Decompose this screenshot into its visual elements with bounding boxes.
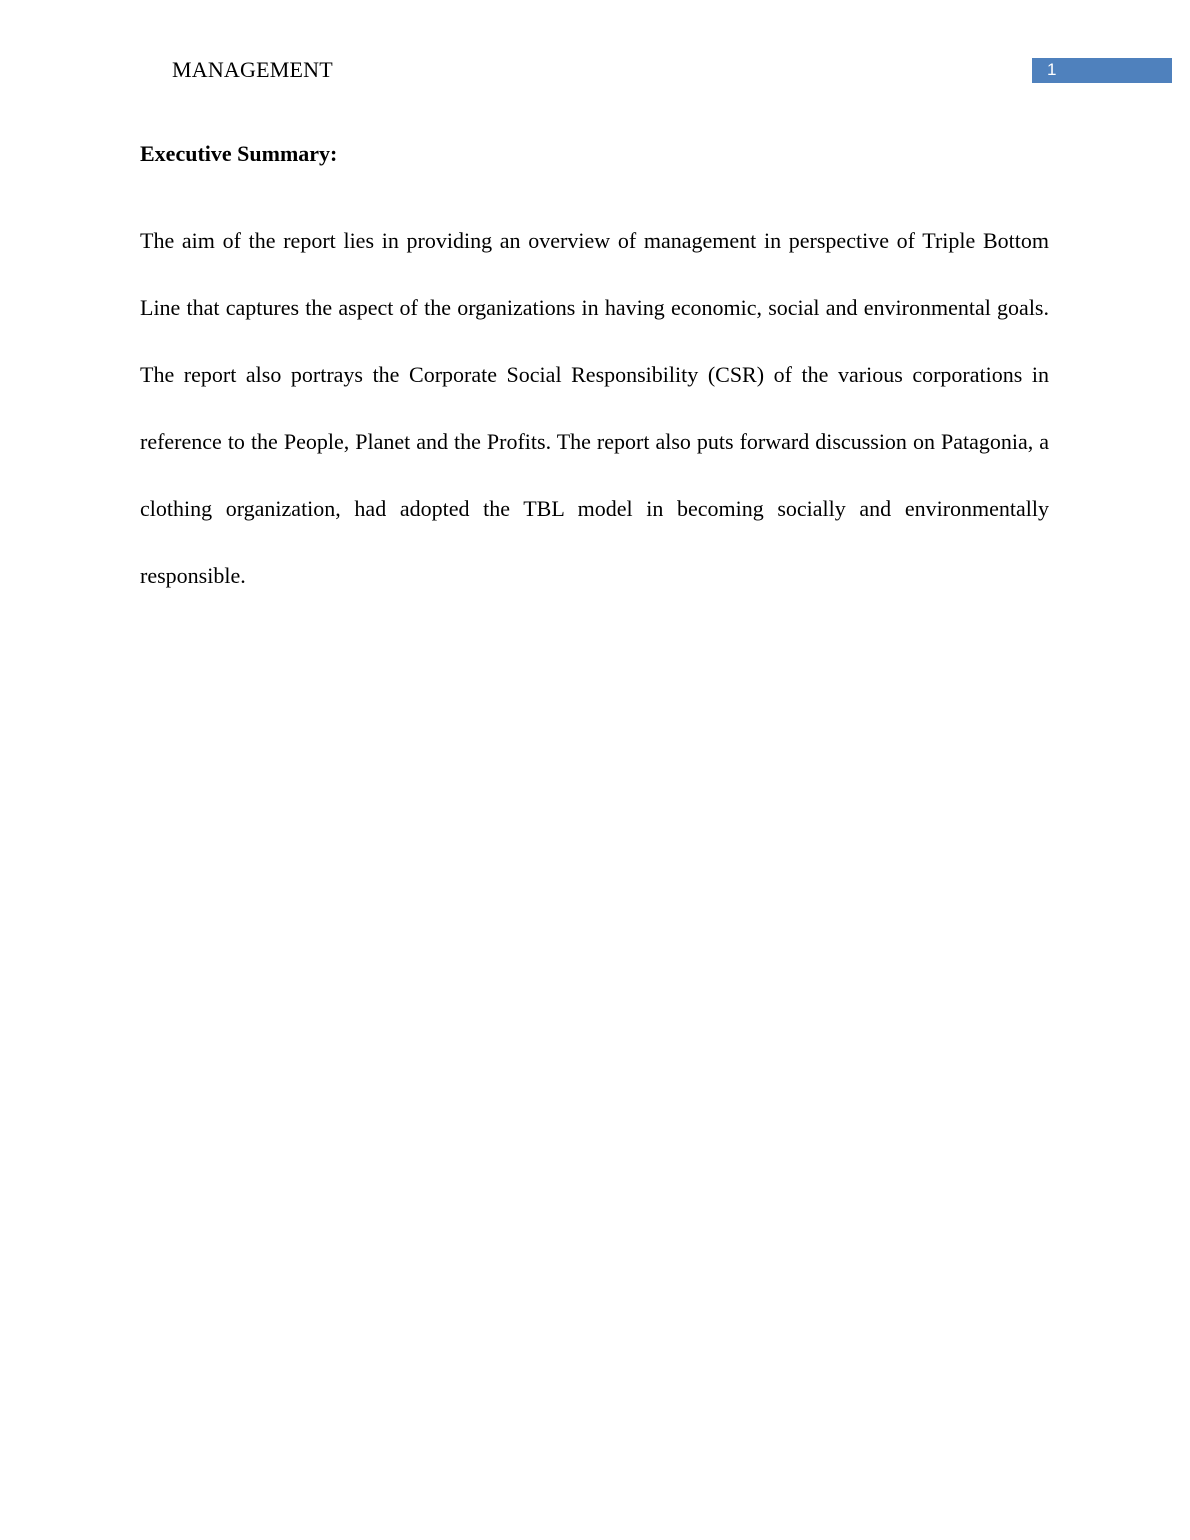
page-number-box [1032,58,1172,83]
page-number: 1 [1047,60,1057,79]
running-head: MANAGEMENT [172,57,333,82]
section-heading: Executive Summary: [140,141,338,166]
body-paragraph: The aim of the report lies in providing an overview of management in perspective of Triple Bottom Line that captures the aspect of the organizations in having economic, social and environmental goals. The report also portrays the Corporate Social Responsibility (CSR) of the various corporations in reference to the People, Planet and the Profits. The report also puts forward discussion on Patagonia, a clothing organization, had adopted the TBL model in becoming socially and environmentally responsible. [140,228,1049,588]
